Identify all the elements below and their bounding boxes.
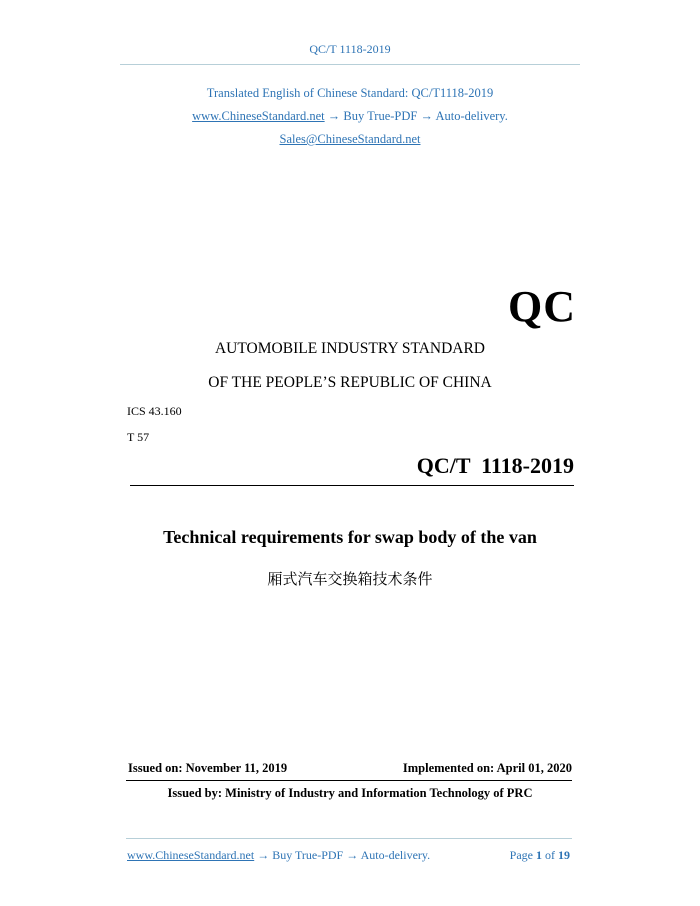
footer-buy-line [127, 848, 430, 863]
footer-chinesestandard-link[interactable]: www.ChineseStandard.net [127, 848, 255, 862]
arrow-right-icon: → [327, 109, 341, 123]
page-label: Page [509, 848, 533, 862]
implemented-on-date: Implemented on: April 01, 2020 [402, 761, 572, 775]
standard-title-line-2: OF THE PEOPLE’S REPUBLIC OF CHINA [208, 374, 492, 391]
promo-line-email [0, 132, 700, 147]
page-total: 19 [558, 848, 570, 862]
issued-by: Issued by: Ministry of Industry and Information Technology of PRC [167, 786, 533, 800]
arrow-right-icon: → [346, 848, 359, 862]
page-indicator [510, 848, 570, 863]
classification-code: T 57 [127, 430, 150, 444]
standard-number: QC/T 1118-2019 [416, 453, 574, 478]
standard-number-rule [130, 485, 574, 486]
issued-on-date: Issued on: November 11, 2019 [128, 761, 288, 775]
footer-auto-delivery-text: Auto-delivery. [360, 848, 431, 862]
arrow-right-icon: → [257, 848, 270, 862]
footer-buy-true-pdf-text: Buy True-PDF [272, 848, 344, 862]
promo-line-translated: Translated English of Chinese Standard: QC/T1118-2019 [206, 86, 494, 100]
issue-divider [126, 780, 572, 781]
ics-code: ICS 43.160 [127, 404, 182, 418]
page-current: 1 [536, 848, 542, 862]
footer-divider [126, 838, 572, 839]
standard-title-line-1: AUTOMOBILE INDUSTRY STANDARD [214, 340, 486, 357]
arrow-right-icon: → [420, 109, 433, 123]
sales-email-link[interactable]: Sales@ChineseStandard.net [279, 132, 421, 146]
english-title: Technical requirements for swap body of the van [163, 527, 537, 547]
header-divider [120, 64, 580, 65]
qc-logo: QC [508, 282, 576, 331]
chinese-title: 厢式汽车交换箱技术条件 [267, 570, 433, 588]
chinesestandard-link[interactable]: www.ChineseStandard.net [192, 109, 325, 123]
page-of: of [545, 848, 555, 862]
header-doc-number: QC/T 1118-2019 [309, 42, 391, 56]
auto-delivery-text: Auto-delivery. [435, 109, 508, 123]
promo-line-buy [0, 109, 700, 124]
buy-true-pdf-text: Buy True-PDF [343, 109, 418, 123]
